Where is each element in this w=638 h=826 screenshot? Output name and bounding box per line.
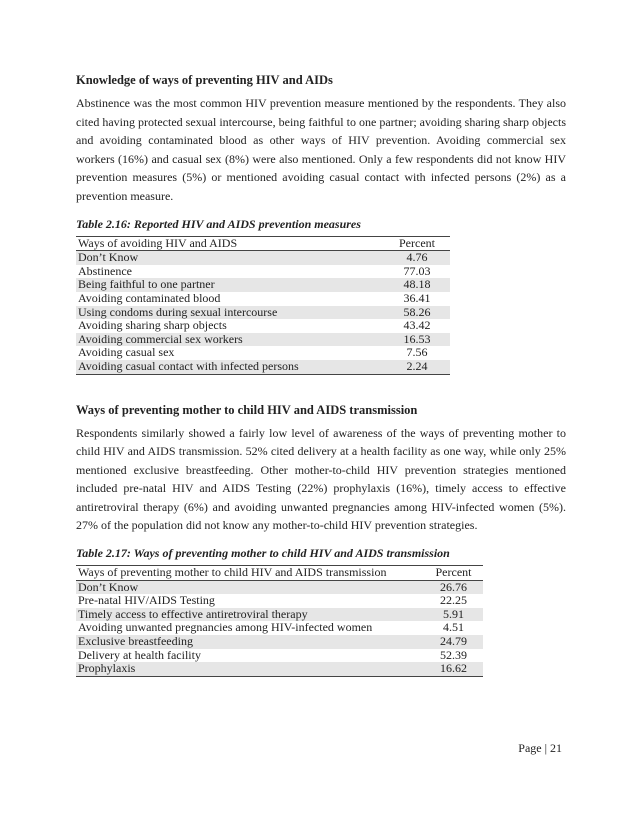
table-cell-percent: 26.76: [422, 580, 483, 594]
table-row: [76, 333, 450, 347]
table-cell-percent: 22.25: [440, 593, 467, 608]
table-cell-measure: Abstinence: [78, 263, 132, 278]
section-paragraph-mtct: Respondents similarly showed a fairly low level of awareness of the ways of preventing mother to child HIV and AIDS transmission. 52% cited delivery at a health facility as one way, while only 25% mentioned exclusive breastfeeding. Other mother-to-child HIV prevention strategies mentioned included pre-natal HIV and AIDS Testing (22%) prophylaxis (16%), timely access to effective antiretroviral therapy (6%) and avoiding unwanted pregnancies among HIV-infected women (5%). 27% of the population did not know any mother-to-child HIV prevention strategies.: [76, 425, 566, 533]
table-cell-measure: Avoiding unwanted pregnancies among HIV-infected women: [78, 620, 373, 635]
table-cell-measure: Avoiding commercial sex workers: [76, 333, 382, 347]
table-cell-measure: Timely access to effective antiretroviral therapy: [76, 608, 422, 622]
column-header-ways: Ways of avoiding HIV and AIDS: [76, 236, 382, 251]
table-cell-measure: Prophylaxis: [76, 662, 422, 676]
table-body: [76, 251, 450, 374]
table-cell-measure: Don’t Know: [76, 251, 382, 265]
table-cell-percent: 5.91: [422, 608, 483, 622]
table-row: [76, 306, 450, 320]
table-body: [76, 580, 483, 676]
table-cell-percent: 77.03: [403, 263, 431, 278]
table-cell-measure: Being faithful to one partner: [76, 278, 382, 292]
table-cell-percent: 7.56: [406, 345, 428, 360]
table-cell-measure: Using condoms during sexual intercourse: [76, 306, 382, 320]
column-header-percent: Percent: [422, 566, 483, 581]
page-content: [76, 72, 566, 677]
table-row: [76, 319, 450, 333]
table-cell-percent: 24.79: [422, 635, 483, 649]
section-heading-mtct: Ways of preventing mother to child HIV and AIDS transmission: [76, 402, 418, 417]
table-cell-measure: Avoiding sharing sharp objects: [78, 318, 227, 333]
table-row: [76, 594, 483, 608]
table-row: [76, 251, 450, 265]
table-cell-percent: 4.51: [443, 620, 464, 635]
table-cell-percent: 2.24: [382, 360, 450, 374]
section-heading-prevention-knowledge: Knowledge of ways of preventing HIV and AIDs: [76, 73, 333, 87]
table-prevention-measures: [76, 236, 450, 375]
table-cell-measure: Delivery at health facility: [78, 647, 201, 662]
table-caption-2-17: Table 2.17: Ways of preventing mother to child HIV and AIDS transmission: [76, 546, 450, 561]
page-number: Page | 21: [518, 741, 562, 755]
table-mtct-prevention: [76, 565, 483, 677]
table-row: [76, 662, 483, 676]
table-row: [76, 580, 483, 594]
table-row: [76, 346, 450, 360]
table-row: [76, 292, 450, 306]
table-cell-percent: 58.26: [382, 306, 450, 320]
table-row: [76, 649, 483, 663]
table-cell-percent: 16.62: [422, 662, 483, 676]
table-cell-percent: 36.41: [403, 290, 431, 305]
column-header-ways: Ways of preventing mother to child HIV and AIDS transmission: [76, 566, 422, 581]
table-cell-measure: Avoiding casual sex: [78, 345, 175, 360]
table-row: [76, 265, 450, 279]
table-cell-percent: 43.42: [403, 318, 431, 333]
table-header-row: [76, 236, 450, 251]
table-cell-measure: Exclusive breastfeeding: [76, 635, 422, 649]
table-cell-measure: Avoiding contaminated blood: [78, 290, 221, 305]
table-cell-measure: Don’t Know: [76, 580, 422, 594]
table-cell-percent: 52.39: [440, 647, 467, 662]
table-caption-2-16: Table 2.16: Reported HIV and AIDS prevention measures: [76, 216, 361, 231]
table-row: [76, 608, 483, 622]
table-row: [76, 635, 483, 649]
table-cell-measure: Avoiding casual contact with infected persons: [76, 360, 382, 374]
column-header-percent: Percent: [382, 236, 450, 251]
table-row: [76, 360, 450, 374]
table-row: [76, 621, 483, 635]
section-paragraph-prevention-knowledge: Abstinence was the most common HIV prevention measure mentioned by the respondents. They also cited having protected sexual intercourse, being faithful to one partner; avoiding sharing sharp objects and avoiding contaminated blood as other ways of HIV prevention. Avoiding commercial sex workers (16%) and casual sex (8%) were also mentioned. Only a few respondents did not know HIV prevention measures (5%) or mentioned avoiding casual contact with infected persons (2%) as a prevention measure.: [76, 96, 566, 203]
table-cell-percent: 4.76: [382, 251, 450, 265]
table-header-row: [76, 566, 483, 581]
table-cell-percent: 48.18: [382, 278, 450, 292]
table-cell-percent: 16.53: [382, 333, 450, 347]
table-row: [76, 278, 450, 292]
table-cell-measure: Pre-natal HIV/AIDS Testing: [78, 593, 215, 608]
